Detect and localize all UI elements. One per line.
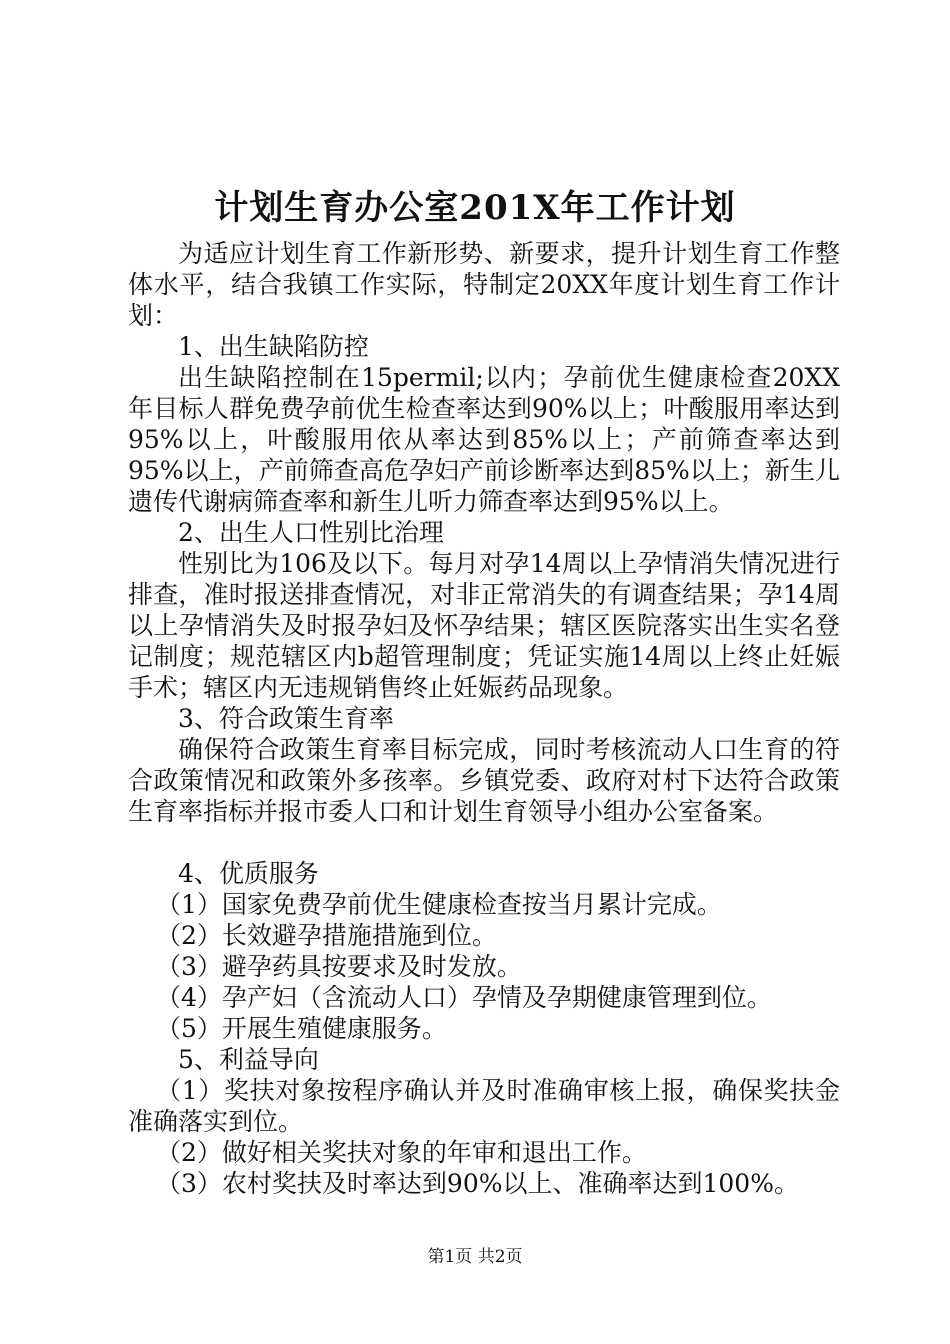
- list-item: （1）奖扶对象按程序确认并及时准确审核上报，确保奖扶金准确落实到位。: [128, 1076, 840, 1136]
- list-item: （4）孕产妇（含流动人口）孕情及孕期健康管理到位。: [156, 983, 772, 1012]
- section-heading-quality-service: 4、优质服务: [178, 859, 319, 888]
- list-item: （2）做好相关奖扶对象的年审和退出工作。: [156, 1138, 647, 1167]
- section-heading-policy-rate: 3、符合政策生育率: [178, 704, 394, 733]
- section-heading-birth-defect: 1、出生缺陷防控: [178, 332, 369, 361]
- paragraph-policy-rate: 确保符合政策生育率目标完成，同时考核流动人口生育的符合政策情况和政策外多孩率。乡镇党委、政府对村下达符合政策生育率指标并报市委人口和计划生育领导小组办公室备案。: [128, 735, 840, 826]
- list-item: （3）农村奖扶及时率达到90%以上、准确率达到100%。: [156, 1169, 799, 1198]
- list-item: （2）长效避孕措施措施到位。: [156, 921, 497, 950]
- list-item: （3）避孕药具按要求及时发放。: [156, 952, 522, 981]
- blank-line: [128, 827, 840, 858]
- document-body: [128, 238, 840, 1199]
- page-footer: 第1页 共2页: [427, 1247, 523, 1267]
- intro-paragraph: 为适应计划生育工作新形势、新要求，提升计划生育工作整体水平，结合我镇工作实际，特制定20XX年度计划生育工作计划：: [128, 239, 840, 330]
- paragraph-birth-defect: 出生缺陷控制在15permil;以内；孕前优生健康检查20XX年目标人群免费孕前优生检查率达到90%以上；叶酸服用率达到95%以上，叶酸服用依从率达到85%以上；产前筛查率达到95%以上，产前筛查高危孕妇产前诊断率达到85%以上；新生儿遗传代谢病筛查率和新生儿听力筛查率达到95%以上。: [128, 363, 840, 516]
- section-heading-benefit: 5、利益导向: [178, 1045, 319, 1074]
- list-item: （1）国家免费孕前优生健康检查按当月累计完成。: [156, 890, 722, 919]
- list-item: （5）开展生殖健康服务。: [156, 1014, 447, 1043]
- section-heading-sex-ratio: 2、出生人口性别比治理: [178, 518, 444, 547]
- document-title: 计划生育办公室201X年工作计划: [214, 188, 736, 228]
- paragraph-sex-ratio: 性别比为106及以下。每月对孕14周以上孕情消失情况进行排查，准时报送排查情况，对非正常消失的有调查结果；孕14周以上孕情消失及时报孕妇及怀孕结果；辖区医院落实出生实名登记制度；规范辖区内b超管理制度；凭证实施14周以上终止妊娠手术；辖区内无违规销售终止妊娠药品现象。: [128, 549, 840, 702]
